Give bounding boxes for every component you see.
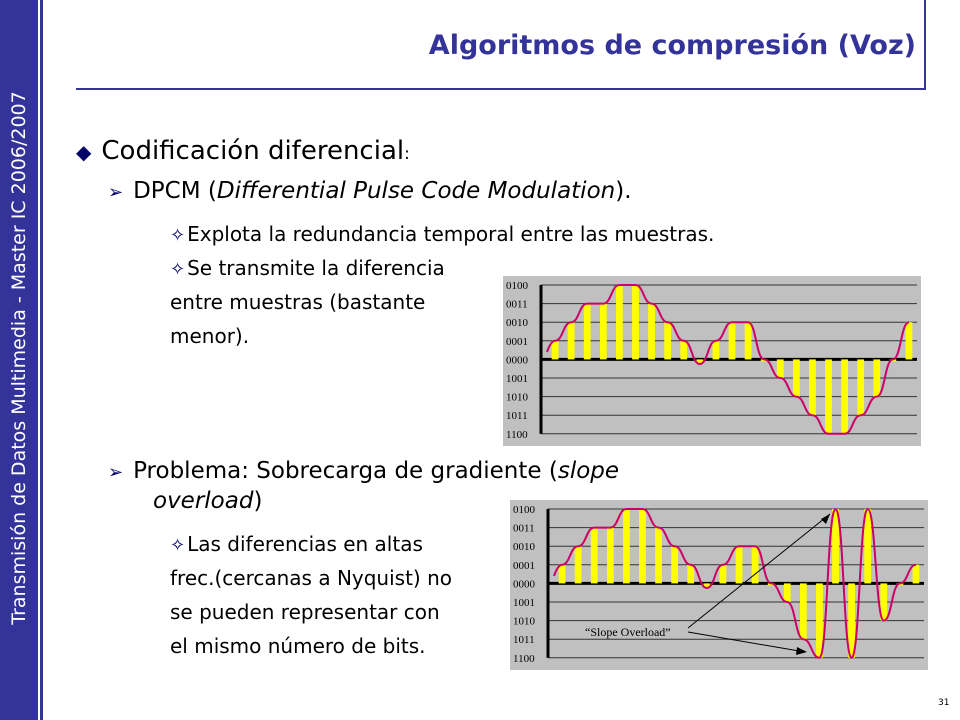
star-bullet-icon: ✧ [170, 259, 186, 280]
data-bar [841, 359, 848, 433]
data-bar [864, 509, 871, 583]
y-tick-label: 1011 [513, 634, 535, 647]
diamond-bullet-icon: ◆ [76, 140, 92, 164]
data-bar [729, 322, 736, 359]
bullet-l2-problema: ➢ Problema: Sobrecarga de gradiente (slope [108, 458, 620, 484]
y-tick-label: 0011 [506, 298, 528, 311]
title-vertical-divider [924, 0, 926, 90]
data-bar [568, 322, 575, 359]
y-tick-label: 0100 [506, 280, 528, 292]
bullet-l3-transmite-line2: entre muestras (bastante [170, 290, 426, 314]
data-bar [832, 509, 839, 583]
y-tick-label: 0100 [513, 504, 535, 516]
bullet-l3-transmite-line1: ✧ Se transmite la diferencia [170, 256, 445, 280]
data-bar [784, 583, 791, 602]
data-bar [616, 285, 623, 359]
y-tick-label: 1100 [506, 428, 528, 441]
title-divider [76, 88, 926, 90]
data-bar [680, 341, 687, 360]
data-bar [800, 583, 807, 639]
y-tick-label: 0000 [506, 354, 528, 367]
star-bullet-icon: ✧ [170, 535, 186, 556]
data-bar [736, 546, 743, 583]
y-tick-label: 1001 [506, 373, 528, 385]
arrowhead-bullet-icon: ➢ [108, 182, 124, 203]
slope-overload-chart [510, 500, 928, 670]
data-bar [745, 322, 752, 359]
data-bar [623, 509, 630, 583]
y-tick-label: 0001 [506, 335, 528, 348]
data-bar [713, 341, 720, 360]
data-bar [655, 528, 662, 584]
slide-title: Algoritmos de compresión (Voz) [428, 30, 916, 61]
bullet-l3-diferencias-line2: frec.(cercanas a Nyquist) no [170, 566, 453, 590]
y-tick-label: 1011 [506, 410, 528, 423]
data-bar [632, 285, 639, 359]
data-bar [906, 322, 913, 359]
arrowhead-bullet-icon: ➢ [108, 462, 124, 483]
data-bar [809, 359, 816, 415]
page-number: 31 [938, 698, 950, 708]
y-tick-label: 1001 [513, 597, 535, 609]
data-bar [720, 565, 727, 584]
annotation-label: “Slope Overload” [585, 625, 671, 639]
data-bar [671, 546, 678, 583]
data-bar [873, 359, 880, 396]
bullet-l3-explota: ✧ Explota la redundancia temporal entre las muestras. [170, 222, 715, 246]
y-tick-label: 0011 [513, 522, 535, 535]
bullet-l3-transmite-line3: menor). [170, 324, 250, 348]
data-bar [600, 304, 607, 360]
y-tick-label: 0010 [513, 541, 535, 554]
data-bar [575, 546, 582, 583]
data-bar [607, 528, 614, 584]
data-bar [752, 546, 759, 583]
data-bar [648, 304, 655, 360]
data-bar [825, 359, 832, 433]
y-tick-label: 0000 [513, 578, 535, 591]
data-bar [857, 359, 864, 415]
y-tick-label: 0010 [506, 317, 528, 330]
bullet-l3-diferencias-line1: ✧ Las diferencias en altas [170, 532, 423, 556]
data-bar [664, 322, 671, 359]
data-bar [687, 565, 694, 584]
data-bar [584, 304, 591, 360]
data-bar [559, 565, 566, 584]
bullet-l1-codificacion: ◆ Codificación diferencial: [76, 136, 410, 166]
data-bar [777, 359, 784, 378]
data-bar [591, 528, 598, 584]
dpcm-chart [503, 276, 921, 446]
bullet-l2-problema-line2: overload) [153, 488, 263, 514]
data-bar [848, 583, 855, 657]
data-bar [639, 509, 646, 583]
bullet-l2-dpcm: ➢ DPCM (Differential Pulse Code Modulation). [108, 178, 632, 204]
y-tick-label: 1010 [513, 615, 535, 628]
y-tick-label: 1100 [513, 652, 535, 665]
sidebar-line [40, 0, 43, 720]
sidebar-footer-text: Transmisión de Datos Multimedia - Master IC 2006/2007 [8, 91, 30, 625]
data-bar [913, 565, 920, 584]
y-tick-label: 1010 [506, 391, 528, 404]
star-bullet-icon: ✧ [170, 225, 186, 246]
data-bar [552, 341, 559, 360]
data-bar [793, 359, 800, 396]
data-bar [816, 583, 823, 657]
y-tick-label: 0001 [513, 559, 535, 572]
bullet-l3-diferencias-line3: se pueden representar con [170, 600, 440, 624]
bullet-l3-diferencias-line4: el mismo número de bits. [170, 634, 426, 658]
